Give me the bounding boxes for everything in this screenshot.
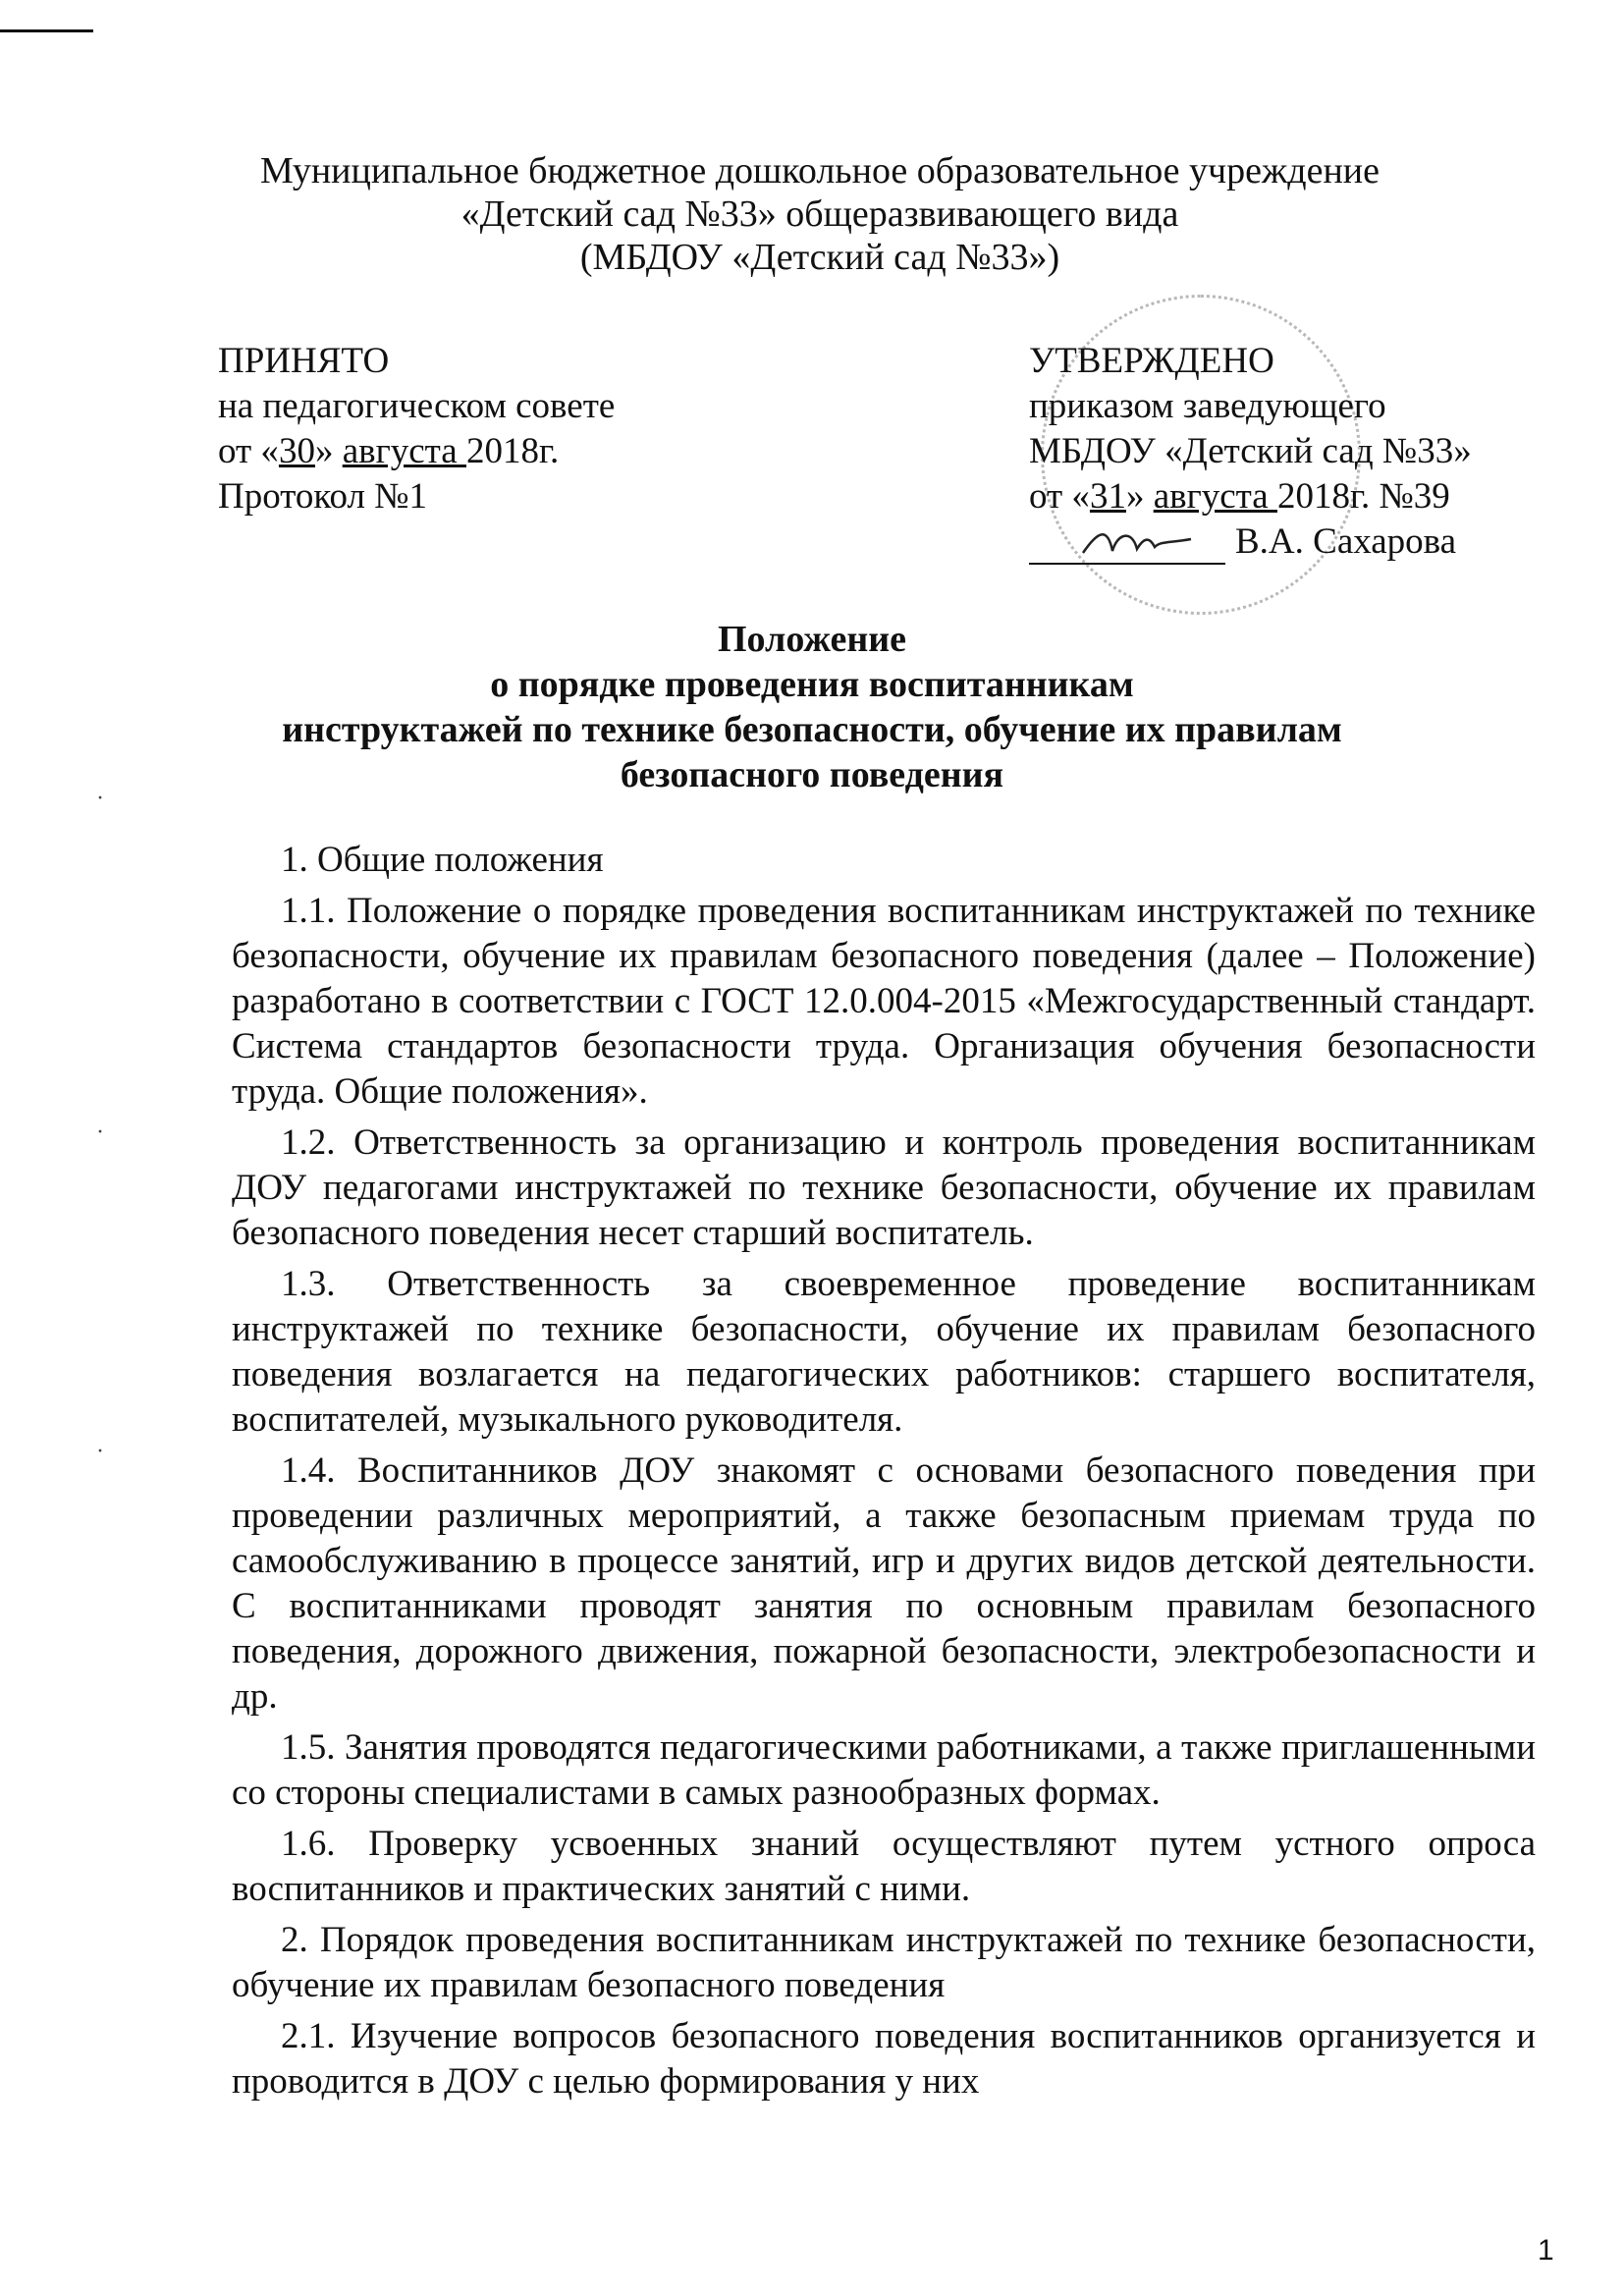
header-line: (МБДОУ «Детский сад №33»)	[579, 237, 1060, 278]
header-line: «Детский сад №33» общеразвивающего вида	[460, 193, 1179, 235]
paragraph: 1.4. Воспитанников ДОУ знакомят с основами безопасного поведения при проведении различных мероприятий, а также безопасным приемам труда по самообслуживанию в процессе занятий, игр и других видов детской деятельности. С воспитанниками проводят занятия по основным правилам безопасного поведения, дорожного движения, пожарной безопасности, электробезопасности и др.	[232, 1450, 1536, 1717]
title-line: Положение	[717, 619, 906, 660]
scan-speck: ·	[96, 1439, 104, 1464]
paragraph: 2.1. Изучение вопросов безопасного поведения воспитанников организуется и проводится в ДОУ с целью формирования у них	[232, 2016, 1536, 2102]
title-line: безопасного поведения	[620, 754, 1004, 795]
approved-order: приказом заведующего	[1029, 386, 1386, 426]
accepted-block	[218, 339, 768, 519]
document-title	[218, 617, 1406, 797]
accepted-title: ПРИНЯТО	[218, 341, 390, 381]
signature-line	[1029, 527, 1225, 565]
header-line: Муниципальное бюджетное дошкольное образовательное учреждение	[260, 150, 1380, 191]
signer-name: В.А. Сахарова	[1235, 521, 1457, 562]
section-heading: 2. Порядок проведения воспитанникам инструктажей по технике безопасности, обучение их правилам безопасного поведения	[232, 1920, 1536, 2005]
scan-speck: ·	[96, 1120, 104, 1145]
title-line: инструктажей по технике безопасности, обучение их правилам	[282, 709, 1342, 750]
paragraph: 1.3. Ответственность за своевременное проведение воспитанникам инструктажей по технике безопасности, обучение их правилам безопасного поведения возлагается на педагогических работников: старшего воспитателя, воспитателей, музыкального руководителя.	[232, 1264, 1536, 1440]
accepted-protocol: Протокол №1	[218, 476, 428, 517]
approved-title: УТВЕРЖДЕНО	[1029, 341, 1274, 381]
page-number: 1	[1538, 2234, 1554, 2267]
section-heading: 1. Общие положения	[281, 840, 604, 880]
approved-block	[1029, 339, 1540, 565]
accepted-council: на педагогическом совете	[218, 386, 616, 426]
approved-signature-line	[1029, 519, 1540, 565]
paragraph: 1.1. Положение о порядке проведения воспитанникам инструктажей по технике безопасности, обучение их правилам безопасного поведения (далее – Положение) разработано в соответствии с ГОСТ 12.0.004-2015 «Межгосударственный стандарт. Система стандартов безопасности труда. Организация обучения безопасности труда. Общие положения».	[232, 891, 1536, 1112]
document-body	[232, 838, 1536, 2110]
handwritten-signature	[1078, 521, 1196, 561]
paragraph: 1.5. Занятия проводятся педагогическими работниками, а также приглашенными со стороны специалистами в самых разнообразных формах.	[232, 1727, 1536, 1813]
scan-mark	[0, 29, 93, 32]
paragraph: 1.2. Ответственность за организацию и контроль проведения воспитанникам ДОУ педагогами инструктажей по технике безопасности, обучение их правилам безопасного поведения несет старший воспитатель.	[232, 1122, 1536, 1253]
scan-speck: ·	[96, 786, 104, 811]
accepted-date: от «30» августа 2018г.	[218, 431, 560, 471]
paragraph: 1.6. Проверку усвоенных знаний осуществляют путем устного опроса воспитанников и практических занятий с ними.	[232, 1824, 1536, 1909]
title-line: о порядке проведения воспитанникам	[490, 664, 1134, 705]
approved-organization: МБДОУ «Детский сад №33»	[1029, 431, 1472, 471]
organization-header	[236, 149, 1404, 279]
approved-date: от «31» августа 2018г. №39	[1029, 476, 1450, 517]
